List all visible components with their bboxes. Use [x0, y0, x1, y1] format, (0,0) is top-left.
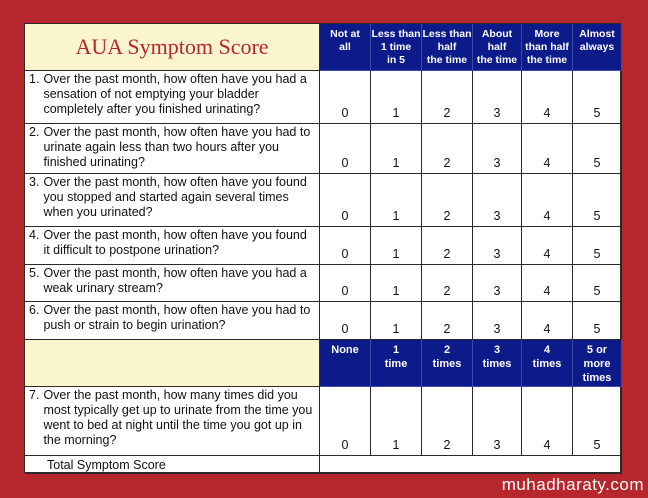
- question-text: Over the past month, how many times did you most typically get up to urinate from the time you went to bed at night until the time you got up in the morning?: [43, 388, 313, 447]
- score-cell: 2: [422, 71, 473, 124]
- question-number: 6.: [29, 303, 40, 317]
- column-header-times-line: 1: [392, 344, 400, 356]
- score-cell: 2: [422, 265, 473, 302]
- score-cell: 1: [371, 71, 422, 124]
- column-header-times-line: None: [331, 344, 359, 356]
- score-cell: 2: [422, 124, 473, 174]
- score-cell: 5: [573, 387, 622, 456]
- column-header-times-line: 2: [443, 344, 451, 356]
- question-cell: [25, 302, 320, 340]
- score-cell: 5: [573, 71, 622, 124]
- score-cell: 4: [522, 387, 573, 456]
- score-cell: 0: [320, 265, 371, 302]
- score-cell: 1: [371, 174, 422, 227]
- score-cell: 2: [422, 174, 473, 227]
- column-header-line: always: [579, 41, 615, 53]
- score-cell: 5: [573, 302, 622, 340]
- question-text: Over the past month, how often have you had a sensation of not emptying your bladder completely after you finished urinating?: [43, 72, 307, 116]
- score-cell: 3: [473, 227, 522, 265]
- column-header: [573, 24, 622, 71]
- score-cell: 1: [371, 227, 422, 265]
- question-text: Over the past month, how often have you found you stopped and started again several times when you urinated?: [43, 175, 307, 219]
- column-header-line: Not at: [330, 28, 360, 40]
- column-header-line: half: [437, 41, 457, 53]
- question-cell: [25, 124, 320, 174]
- column-header-times: [371, 340, 422, 387]
- score-cell: 3: [473, 265, 522, 302]
- score-cell: 0: [320, 71, 371, 124]
- score-cell: 2: [422, 387, 473, 456]
- table-title-cell: [25, 24, 320, 71]
- score-cell: 3: [473, 124, 522, 174]
- score-cell: 3: [473, 174, 522, 227]
- column-header: [422, 24, 473, 71]
- score-cell: 4: [522, 227, 573, 265]
- score-cell: 3: [473, 71, 522, 124]
- score-cell: 5: [573, 174, 622, 227]
- score-cell: 4: [522, 124, 573, 174]
- column-header-line: half: [487, 41, 507, 53]
- score-cell: 1: [371, 302, 422, 340]
- score-cell: 2: [422, 227, 473, 265]
- score-cell: 4: [522, 302, 573, 340]
- score-cell: 3: [473, 302, 522, 340]
- column-header-times-line: times: [532, 358, 562, 370]
- question-number: 7.: [29, 388, 40, 402]
- question-text: Over the past month, how often have you had a weak urinary stream?: [43, 266, 307, 295]
- score-cell: 1: [371, 387, 422, 456]
- total-score-label: Total Symptom Score: [25, 456, 320, 474]
- column-header-line: than half: [525, 41, 569, 53]
- question-text: Over the past month, how often have you had to urinate again less than two hours after you finished urinating?: [43, 125, 311, 169]
- watermark: muhadharaty.com: [501, 475, 644, 494]
- score-cell: 0: [320, 174, 371, 227]
- column-header-line: More: [534, 28, 560, 40]
- total-score-value: [320, 456, 622, 474]
- column-header-times-line: 3: [493, 344, 501, 356]
- question-number: 4.: [29, 228, 40, 242]
- column-header-line: the time: [526, 54, 568, 66]
- column-header-times-line: time: [384, 358, 408, 370]
- score-cell: 0: [320, 302, 371, 340]
- question-number: 3.: [29, 175, 40, 189]
- aua-symptom-score-table: [24, 23, 621, 473]
- score-cell: 4: [522, 265, 573, 302]
- score-cell: 1: [371, 265, 422, 302]
- question-cell: [25, 265, 320, 302]
- column-header: [473, 24, 522, 71]
- column-header-times-line: times: [432, 358, 462, 370]
- score-cell: 0: [320, 227, 371, 265]
- column-header: [320, 24, 371, 71]
- question-number: 2.: [29, 125, 40, 139]
- score-cell: 0: [320, 387, 371, 456]
- column-header-times-line: more: [583, 358, 611, 370]
- question-cell: [25, 227, 320, 265]
- score-cell: 5: [573, 227, 622, 265]
- column-header-line: in 5: [386, 54, 406, 66]
- score-cell: 2: [422, 302, 473, 340]
- question-cell: [25, 71, 320, 124]
- column-header-line: the time: [476, 54, 518, 66]
- column-header-times-line: times: [482, 358, 512, 370]
- score-cell: 5: [573, 124, 622, 174]
- question-cell: [25, 387, 320, 456]
- column-header-times: [422, 340, 473, 387]
- question-number: 5.: [29, 266, 40, 280]
- column-header-times-line: times: [582, 372, 612, 384]
- column-header-line: Less than: [422, 28, 472, 40]
- column-header: [522, 24, 573, 71]
- column-header-line: the time: [426, 54, 468, 66]
- column-header-times: [320, 340, 371, 387]
- score-cell: 3: [473, 387, 522, 456]
- table-title: AUA Symptom Score: [75, 34, 269, 59]
- column-header-times-line: 4: [543, 344, 551, 356]
- question-number: 1.: [29, 72, 40, 86]
- column-header-times: [573, 340, 622, 387]
- score-cell: 4: [522, 71, 573, 124]
- section-header-blank: [25, 340, 320, 387]
- column-header: [371, 24, 422, 71]
- score-cell: 1: [371, 124, 422, 174]
- question-text: Over the past month, how often have you found it difficult to postpone urination?: [43, 228, 307, 257]
- column-header-line: Almost: [579, 28, 615, 40]
- score-cell: 0: [320, 124, 371, 174]
- question-cell: [25, 174, 320, 227]
- column-header-times-line: 5 or: [586, 344, 608, 356]
- score-cell: 5: [573, 265, 622, 302]
- column-header-times: [522, 340, 573, 387]
- column-header-times: [473, 340, 522, 387]
- column-header-line: About: [481, 28, 513, 40]
- score-cell: 4: [522, 174, 573, 227]
- column-header-line: Less than: [371, 28, 421, 40]
- column-header-line: 1 time: [380, 41, 412, 53]
- column-header-line: all: [339, 41, 351, 53]
- question-text: Over the past month, how often have you had to push or strain to begin urination?: [43, 303, 311, 332]
